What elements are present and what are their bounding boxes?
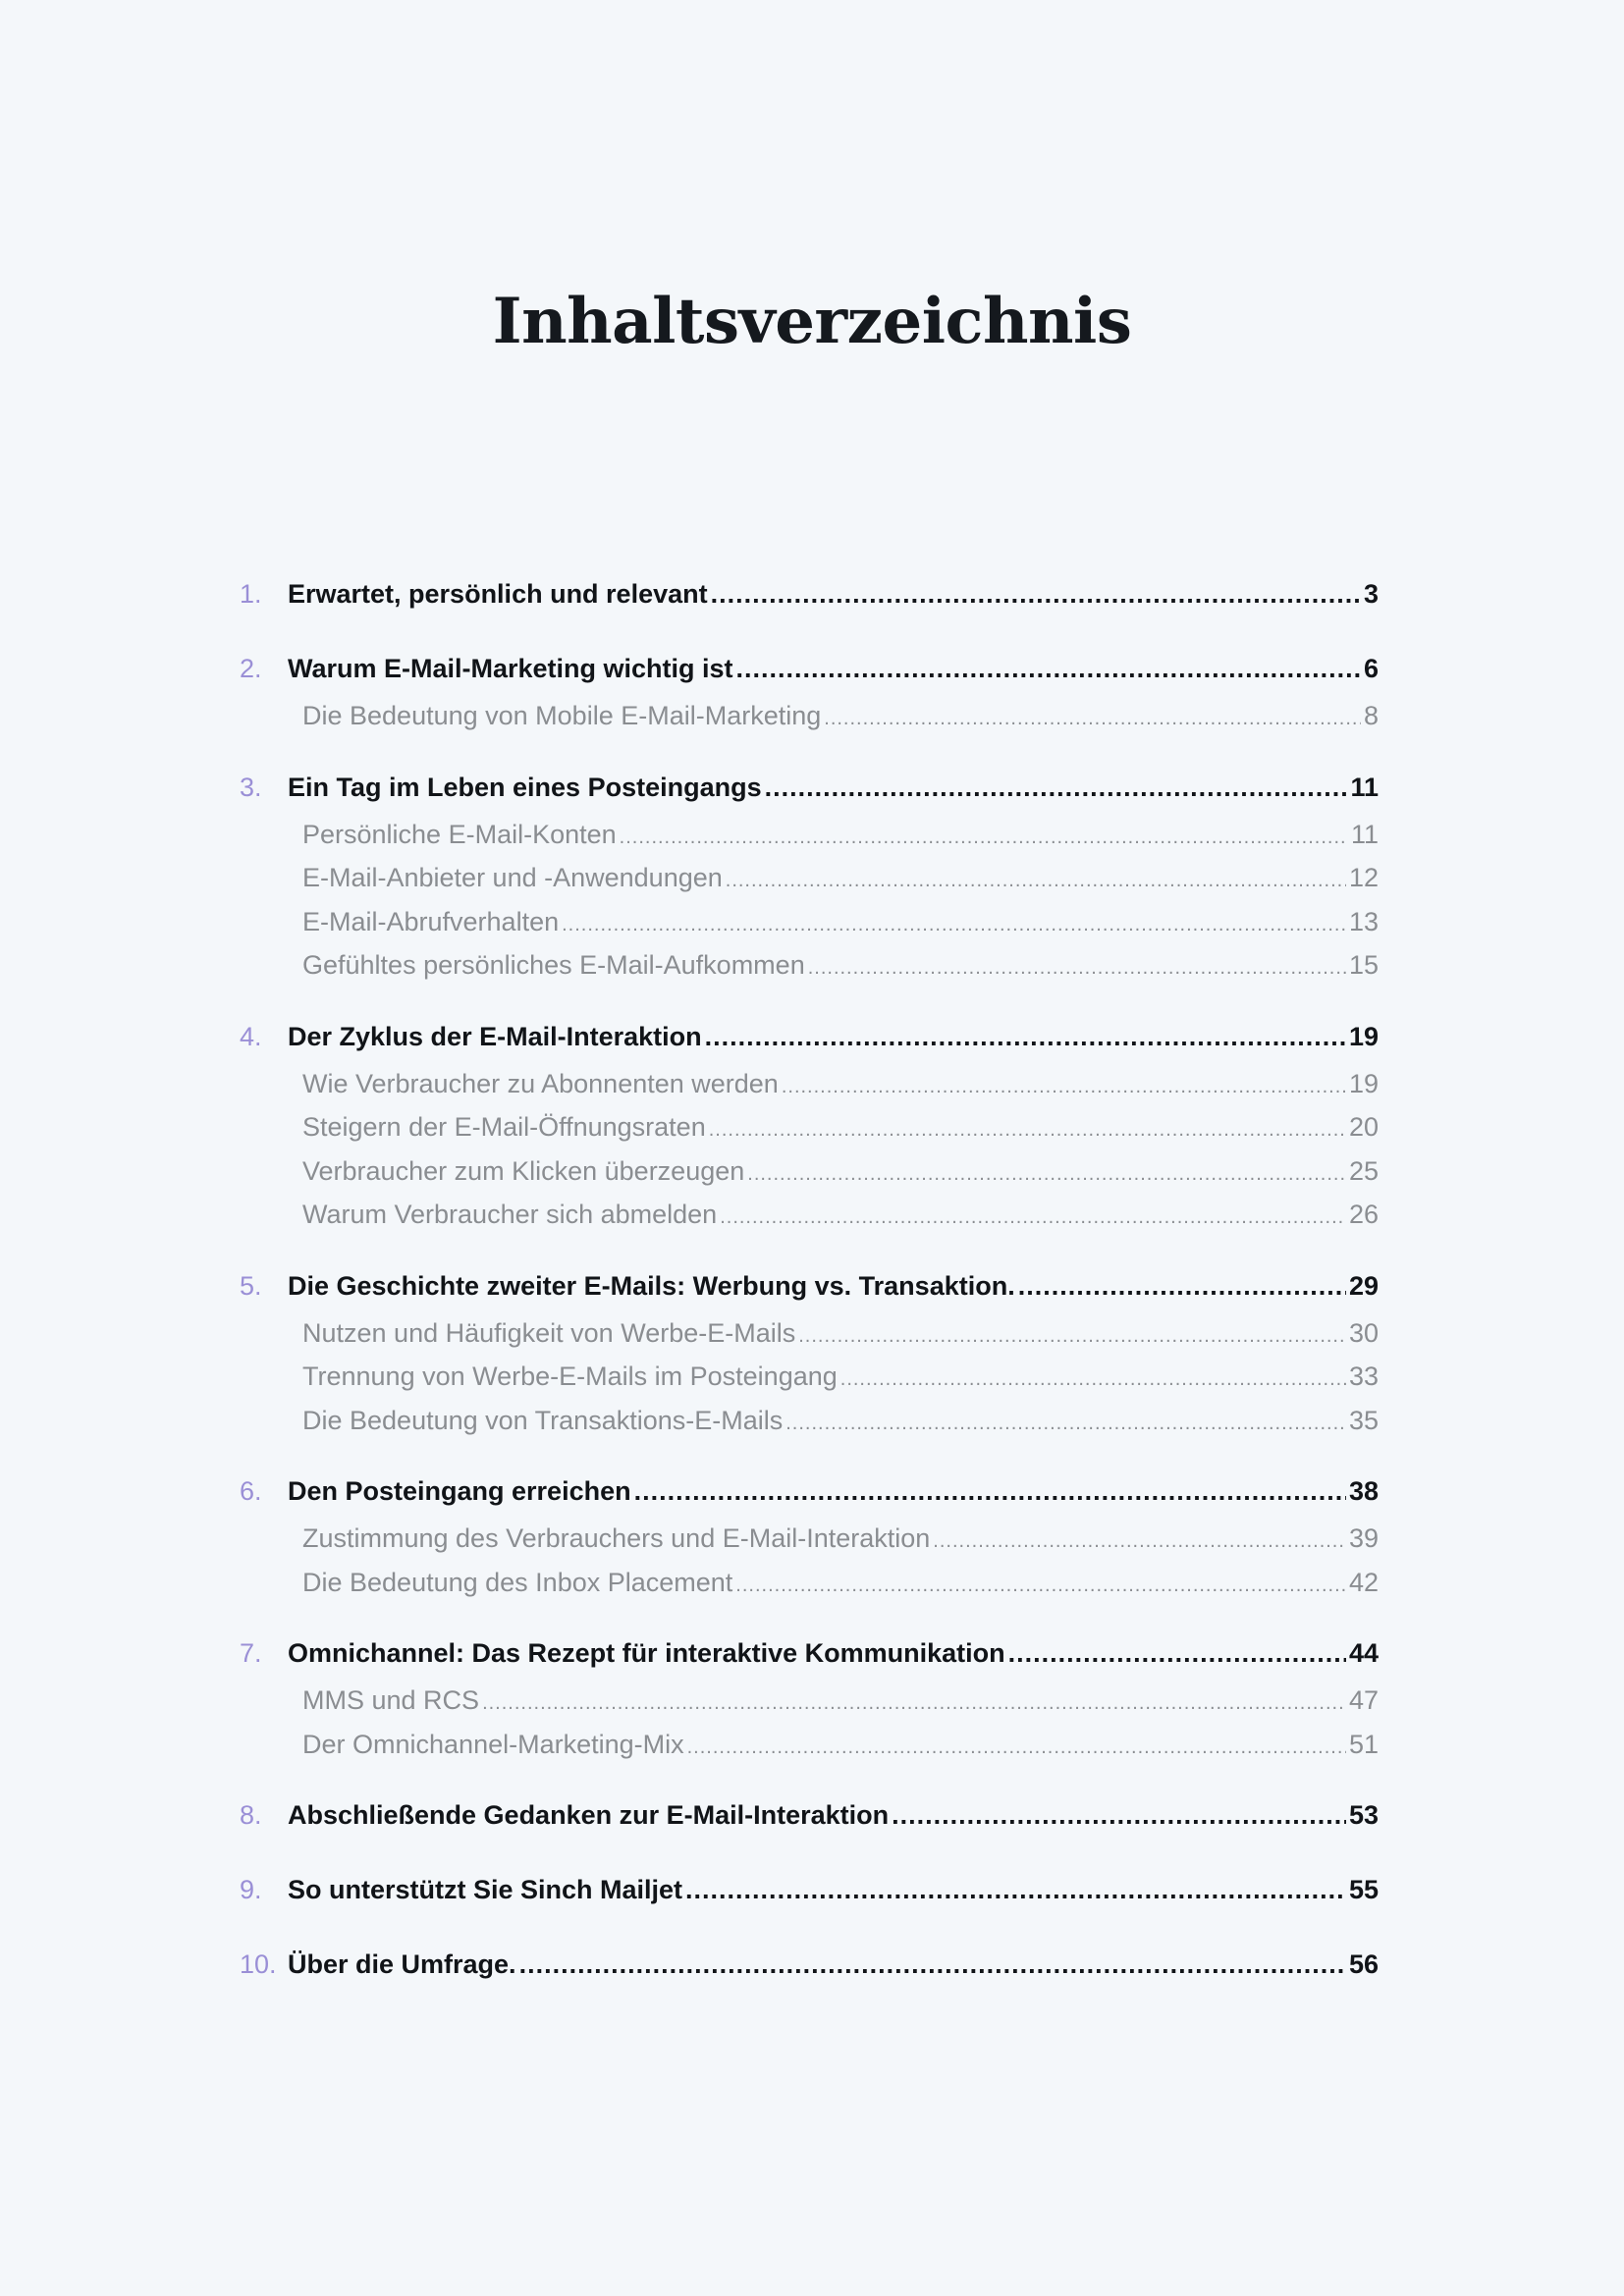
- toc-chapter: [240, 1022, 1379, 1244]
- dot-leader: [634, 1476, 1346, 1507]
- dot-leader: [933, 1523, 1346, 1554]
- section-page-number: 35: [1348, 1405, 1379, 1435]
- chapter-title: Den Posteingang erreichen: [288, 1476, 631, 1506]
- toc-chapter-entry[interactable]: [240, 1476, 1379, 1523]
- dot-leader: [782, 1069, 1346, 1099]
- toc-chapter-entry[interactable]: [240, 1800, 1379, 1847]
- section-page-number: 47: [1348, 1685, 1379, 1715]
- section-title: Verbraucher zum Klicken überzeugen: [302, 1155, 745, 1186]
- dot-leader: [798, 1318, 1346, 1349]
- dot-leader: [892, 1800, 1346, 1831]
- section-page-number: 15: [1348, 950, 1379, 980]
- chapter-title: So unterstützt Sie Sinch Mailjet: [288, 1875, 683, 1904]
- toc-section-entry[interactable]: [240, 1069, 1379, 1113]
- table-of-contents: [240, 579, 1379, 2024]
- dot-leader: [709, 1112, 1346, 1143]
- dot-leader: [711, 579, 1361, 610]
- chapter-number: 6.: [240, 1476, 262, 1506]
- toc-chapter-entry[interactable]: [240, 1638, 1379, 1685]
- chapter-number: 5.: [240, 1270, 262, 1301]
- toc-chapter: [240, 1476, 1379, 1611]
- toc-chapter: [240, 1638, 1379, 1773]
- section-page-number: 51: [1348, 1729, 1379, 1759]
- chapter-number: 4.: [240, 1021, 262, 1051]
- toc-section-entry[interactable]: [240, 1362, 1379, 1406]
- toc-section-entry[interactable]: [240, 907, 1379, 951]
- section-title: Warum Verbraucher sich abmelden: [302, 1200, 718, 1229]
- toc-section-entry[interactable]: [240, 1112, 1379, 1156]
- chapter-page-number: 56: [1348, 1949, 1379, 1979]
- chapter-title: Warum E-Mail-Marketing wichtig ist: [288, 654, 733, 683]
- dot-leader: [808, 950, 1346, 981]
- toc-chapter: [240, 1875, 1379, 1922]
- dot-leader: [620, 820, 1348, 850]
- section-title: Der Omnichannel-Marketing-Mix: [302, 1729, 684, 1759]
- chapter-number: 2.: [240, 654, 262, 683]
- chapter-number: 10.: [240, 1949, 277, 1979]
- toc-chapter-entry[interactable]: [240, 654, 1379, 701]
- toc-section-entry[interactable]: [240, 1406, 1379, 1450]
- toc-section-entry[interactable]: [240, 1200, 1379, 1244]
- dot-leader: [519, 1949, 1346, 1980]
- toc-chapter: [240, 1271, 1379, 1450]
- toc-chapter-entry[interactable]: [240, 773, 1379, 820]
- dot-leader: [726, 863, 1346, 893]
- toc-chapter-entry[interactable]: [240, 1949, 1379, 1997]
- page-title: Inhaltsverzeichnis: [492, 285, 1132, 358]
- dot-leader: [824, 701, 1361, 731]
- dot-leader: [1008, 1638, 1346, 1669]
- section-page-number: 12: [1348, 863, 1379, 892]
- section-page-number: 42: [1348, 1567, 1379, 1597]
- chapter-number: 1.: [240, 579, 262, 609]
- chapter-title: Omnichannel: Das Rezept für interaktive Kommunikation: [288, 1638, 1005, 1668]
- dot-leader: [785, 1406, 1346, 1436]
- toc-chapter-entry[interactable]: [240, 1022, 1379, 1069]
- toc-chapter: [240, 579, 1379, 626]
- section-page-number: 25: [1348, 1155, 1379, 1186]
- dot-leader: [705, 1022, 1346, 1052]
- chapter-page-number: 55: [1348, 1875, 1379, 1904]
- dot-leader: [1018, 1271, 1346, 1302]
- toc-section-entry[interactable]: [240, 1156, 1379, 1201]
- chapter-title: Ein Tag im Leben eines Posteingangs: [288, 772, 762, 802]
- chapter-number: 7.: [240, 1638, 262, 1668]
- chapter-number: 3.: [240, 772, 262, 802]
- section-page-number: 26: [1348, 1200, 1379, 1229]
- section-title: Die Bedeutung von Transaktions-E-Mails: [302, 1405, 784, 1435]
- dot-leader: [747, 1156, 1346, 1187]
- section-page-number: 30: [1348, 1317, 1379, 1348]
- dot-leader: [735, 1568, 1346, 1598]
- toc-section-entry[interactable]: [240, 1685, 1379, 1730]
- toc-section-entry[interactable]: [240, 1730, 1379, 1774]
- section-title: Zustimmung des Verbrauchers und E-Mail-Interaktion: [302, 1523, 931, 1553]
- section-title: Wie Verbraucher zu Abonnenten werden: [302, 1068, 779, 1098]
- section-page-number: 39: [1348, 1523, 1379, 1553]
- chapter-page-number: 29: [1348, 1270, 1379, 1301]
- section-page-number: 11: [1350, 819, 1379, 849]
- section-page-number: 19: [1348, 1068, 1379, 1098]
- chapter-page-number: 6: [1363, 654, 1379, 683]
- section-page-number: 13: [1348, 906, 1379, 936]
- chapter-title: Abschließende Gedanken zur E-Mail-Interaktion: [288, 1800, 890, 1830]
- chapter-number: 9.: [240, 1875, 262, 1904]
- section-title: Steigern der E-Mail-Öffnungsraten: [302, 1112, 706, 1142]
- section-title: Persönliche E-Mail-Konten: [302, 819, 617, 849]
- chapter-page-number: 44: [1348, 1638, 1379, 1668]
- dot-leader: [562, 907, 1346, 937]
- dot-leader: [736, 654, 1361, 684]
- dot-leader: [685, 1875, 1346, 1905]
- section-title: MMS und RCS: [302, 1685, 480, 1715]
- toc-section-entry[interactable]: [240, 1523, 1379, 1568]
- section-page-number: 33: [1348, 1362, 1379, 1391]
- dot-leader: [765, 773, 1348, 803]
- dot-leader: [482, 1685, 1346, 1716]
- section-title: Die Bedeutung von Mobile E-Mail-Marketing: [302, 701, 822, 730]
- toc-chapter-entry[interactable]: [240, 1875, 1379, 1922]
- section-title: Die Bedeutung des Inbox Placement: [302, 1567, 733, 1597]
- chapter-page-number: 3: [1363, 579, 1379, 609]
- toc-chapter: [240, 654, 1379, 745]
- section-title: E-Mail-Anbieter und -Anwendungen: [302, 863, 723, 892]
- chapter-page-number: 53: [1348, 1800, 1379, 1830]
- section-title: Gefühltes persönliches E-Mail-Aufkommen: [302, 950, 805, 980]
- toc-section-entry[interactable]: [240, 863, 1379, 907]
- section-title: Nutzen und Häufigkeit von Werbe-E-Mails: [302, 1317, 796, 1348]
- chapter-page-number: 19: [1348, 1021, 1379, 1051]
- toc-section-entry[interactable]: [240, 1568, 1379, 1612]
- chapter-title: Die Geschichte zweiter E-Mails: Werbung vs. Transaktion.: [288, 1270, 1015, 1301]
- section-page-number: 8: [1363, 701, 1379, 730]
- toc-chapter: [240, 1949, 1379, 1997]
- section-page-number: 20: [1348, 1112, 1379, 1142]
- chapter-page-number: 38: [1348, 1476, 1379, 1506]
- section-title: Trennung von Werbe-E-Mails im Posteingang: [302, 1362, 838, 1391]
- chapter-title: Über die Umfrage.: [288, 1949, 516, 1979]
- dot-leader: [720, 1200, 1346, 1230]
- toc-chapter-entry[interactable]: [240, 579, 1379, 626]
- toc-chapter: [240, 1800, 1379, 1847]
- toc-section-entry[interactable]: [240, 820, 1379, 864]
- toc-section-entry[interactable]: [240, 950, 1379, 994]
- toc-chapter: [240, 773, 1379, 994]
- chapter-page-number: 11: [1350, 772, 1379, 802]
- chapter-title: Der Zyklus der E-Mail-Interaktion: [288, 1021, 702, 1051]
- toc-chapter-entry[interactable]: [240, 1271, 1379, 1318]
- section-title: E-Mail-Abrufverhalten: [302, 906, 560, 936]
- toc-section-entry[interactable]: [240, 1318, 1379, 1362]
- dot-leader: [840, 1362, 1346, 1392]
- chapter-number: 8.: [240, 1800, 262, 1830]
- toc-section-entry[interactable]: [240, 701, 1379, 745]
- chapter-title: Erwartet, persönlich und relevant: [288, 579, 708, 609]
- dot-leader: [687, 1730, 1346, 1760]
